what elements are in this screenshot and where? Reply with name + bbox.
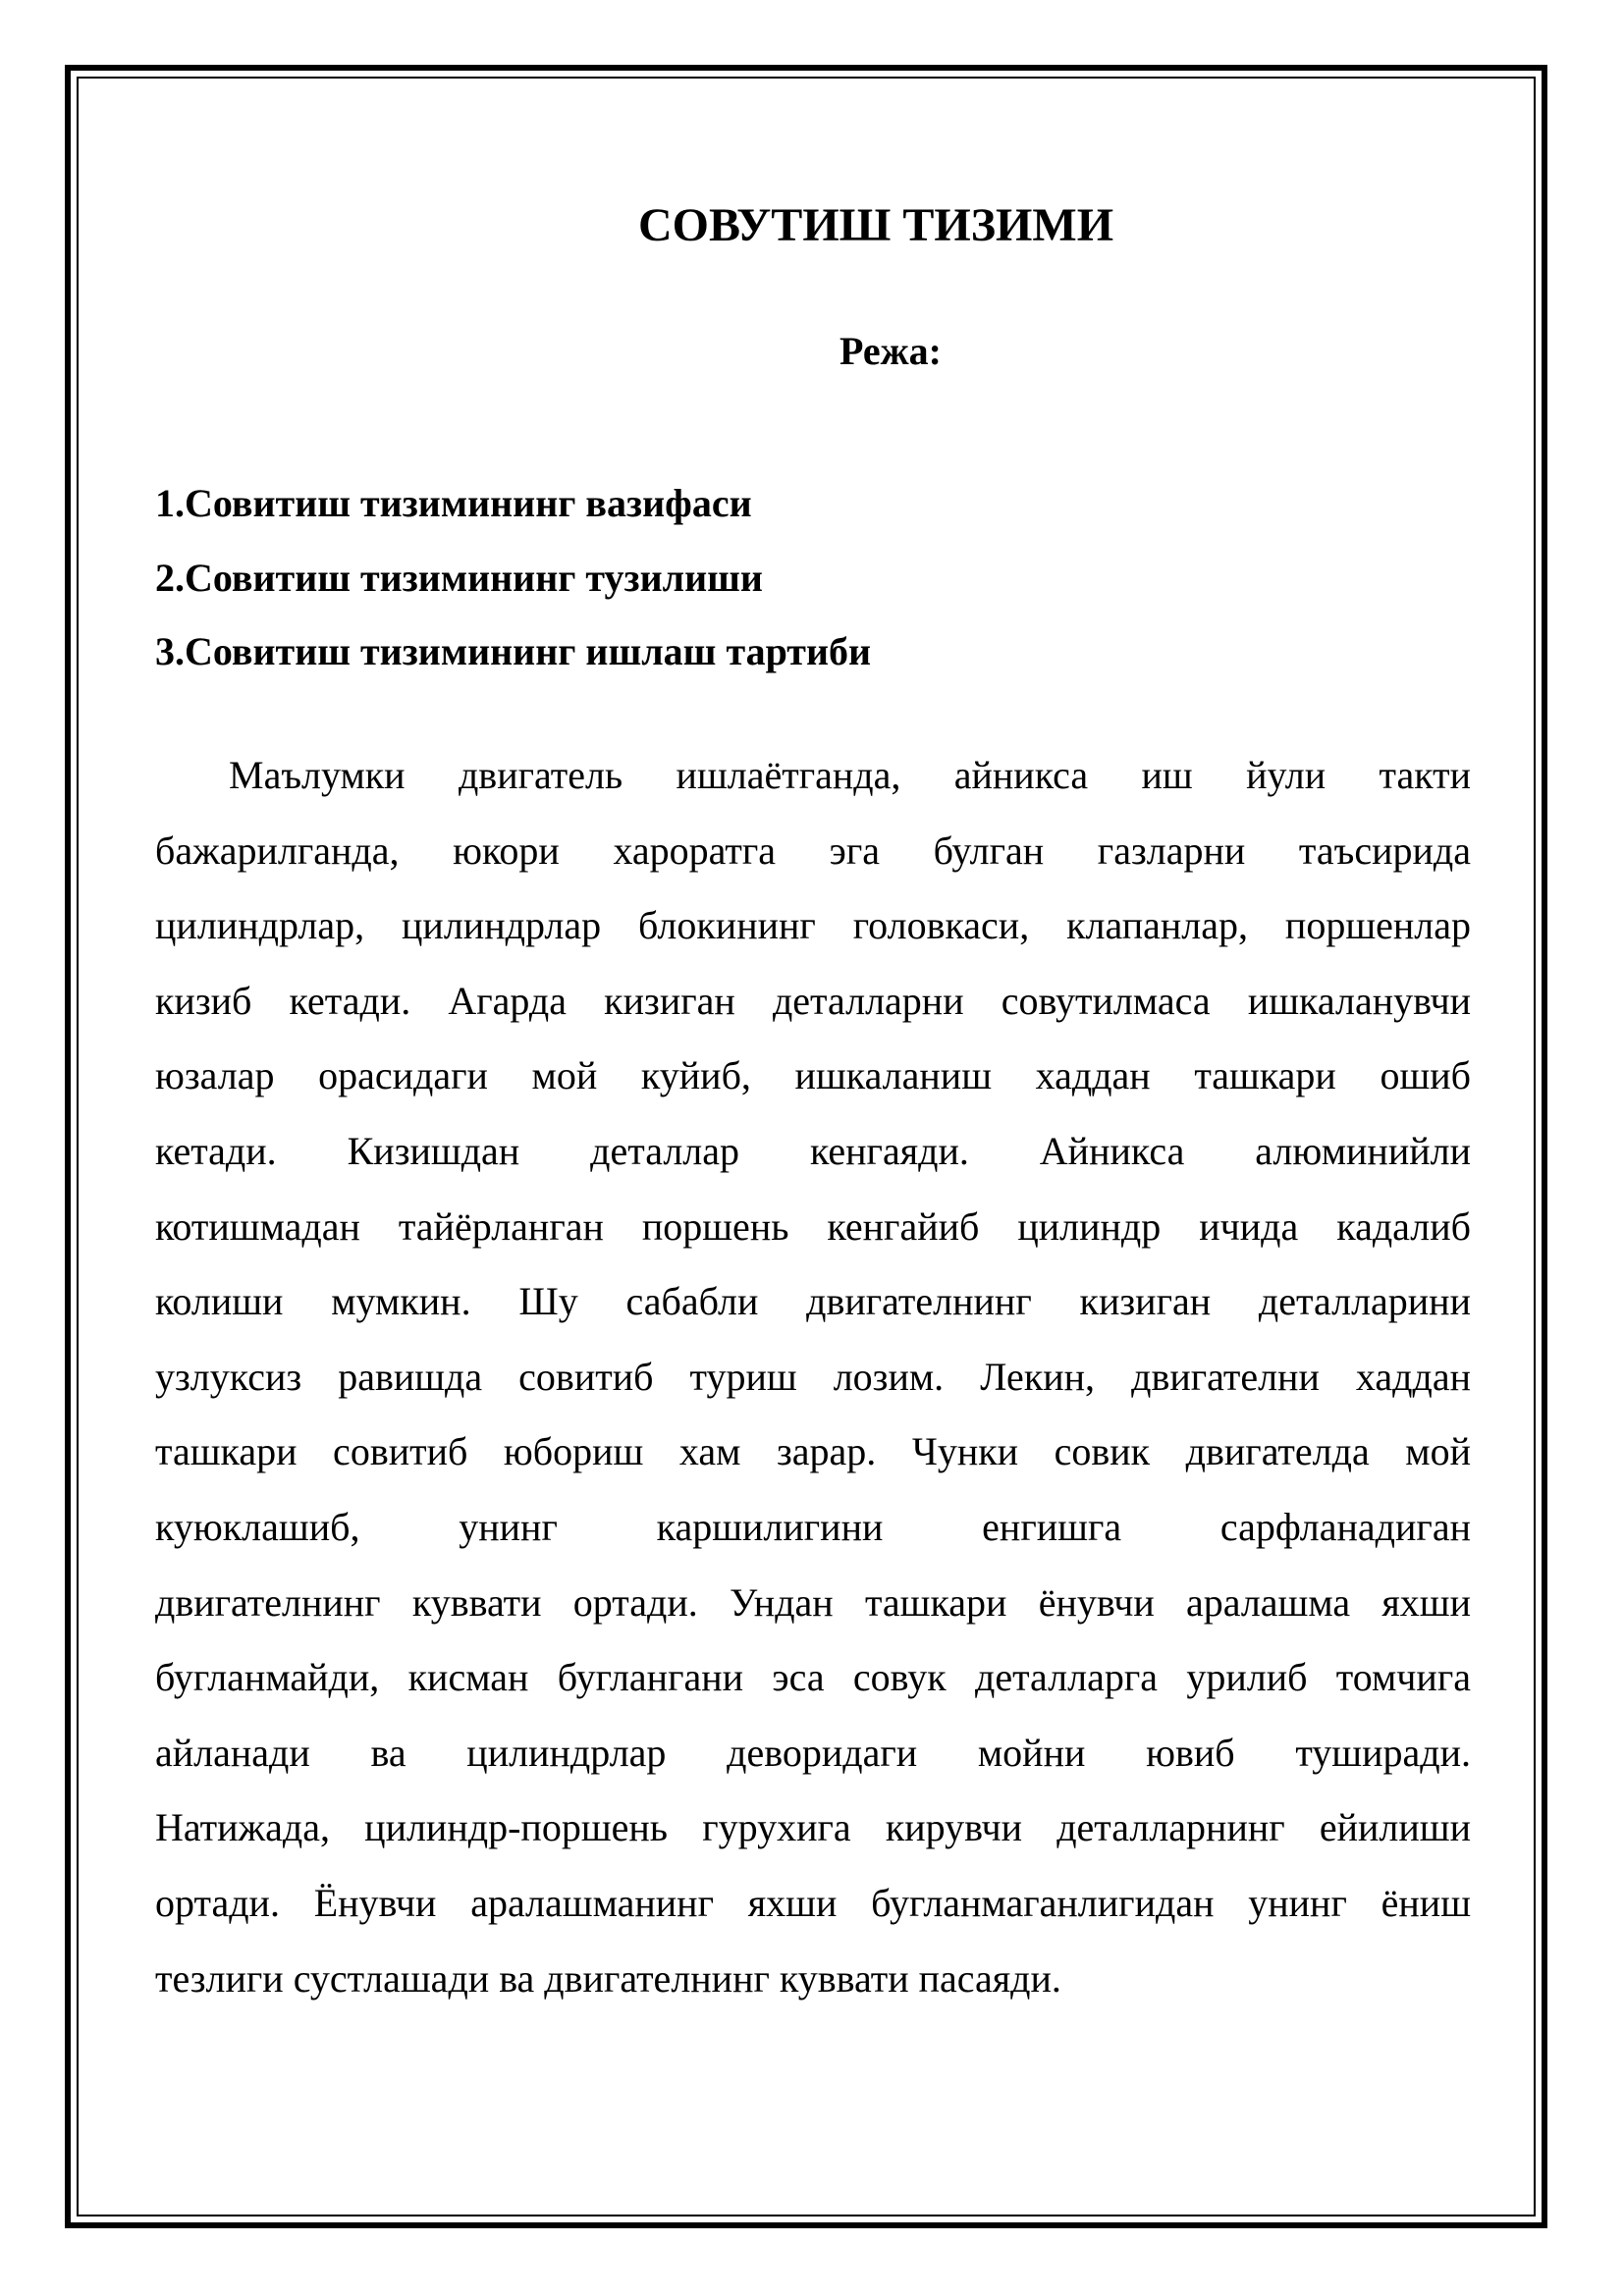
paragraph-line: кизиб кетади. Агарда кизиган деталларни совутилмаса ишкаланувчи <box>155 978 1471 1023</box>
body-paragraph <box>155 738 1471 2016</box>
plan-heading: Режа: <box>839 329 942 373</box>
paragraph-line: Натижада, цилиндр-поршень гурухига кирувчи деталларнинг ейилиши <box>155 1805 1471 1850</box>
plan-item: 3.Совитиш тизимининг ишлаш тартиби <box>155 629 872 673</box>
paragraph-line: цилиндрлар, цилиндрлар блокининг головкаси, клапанлар, поршенлар <box>155 903 1471 948</box>
paragraph-line: айланади ва цилиндрлар деворидаги мойни ювиб туширади. <box>155 1730 1471 1775</box>
paragraph-line: двигателнинг куввати ортади. Ундан ташкари ёнувчи аралашма яхши <box>155 1579 1471 1625</box>
paragraph-line: узлуксиз равишда совитиб туриш лозим. Лекин, двигателни хаддан <box>155 1354 1471 1399</box>
paragraph-line: бугланмайди, кисман буглангани эса совук деталларга урилиб томчига <box>155 1655 1471 1700</box>
paragraph-line: бажарилганда, юкори хароратга эга булган газларни таъсирида <box>155 828 1471 873</box>
paragraph-line: ташкари совитиб юбориш хам зарар. Чунки совик двигателда мой <box>155 1429 1471 1474</box>
plan-list <box>155 466 871 689</box>
paragraph-line: котишмадан тайёрланган поршень кенгайиб цилиндр ичида кадалиб <box>155 1203 1471 1249</box>
paragraph-line: тезлиги сустлашади ва двигателнинг куввати пасаяди. <box>155 1955 1061 2001</box>
document-title: СОВУТИШ ТИЗИМИ <box>637 199 1114 251</box>
paragraph-line: куюклашиб, унинг каршилигини енгишга сарфланадиган <box>155 1504 1471 1549</box>
plan-item: 1.Совитиш тизимининг вазифаси <box>155 481 752 525</box>
paragraph-line: кетади. Кизишдан деталлар кенгаяди. Айникса алюминийли <box>155 1128 1471 1173</box>
paragraph-line: ортади. Ёнувчи аралашманинг яхши бугланмаганлигидан унинг ёниш <box>155 1880 1471 1925</box>
paragraph-line: колиши мумкин. Шу сабабли двигателнинг кизиган деталларини <box>155 1279 1471 1324</box>
paragraph-line: юзалар орасидаги мой куйиб, ишкаланиш хаддан ташкари ошиб <box>155 1053 1471 1098</box>
plan-item: 2.Совитиш тизимининг тузилиши <box>155 555 763 600</box>
paragraph-line: Маълумки двигатель ишлаётганда, айникса иш йули такти <box>229 753 1471 797</box>
